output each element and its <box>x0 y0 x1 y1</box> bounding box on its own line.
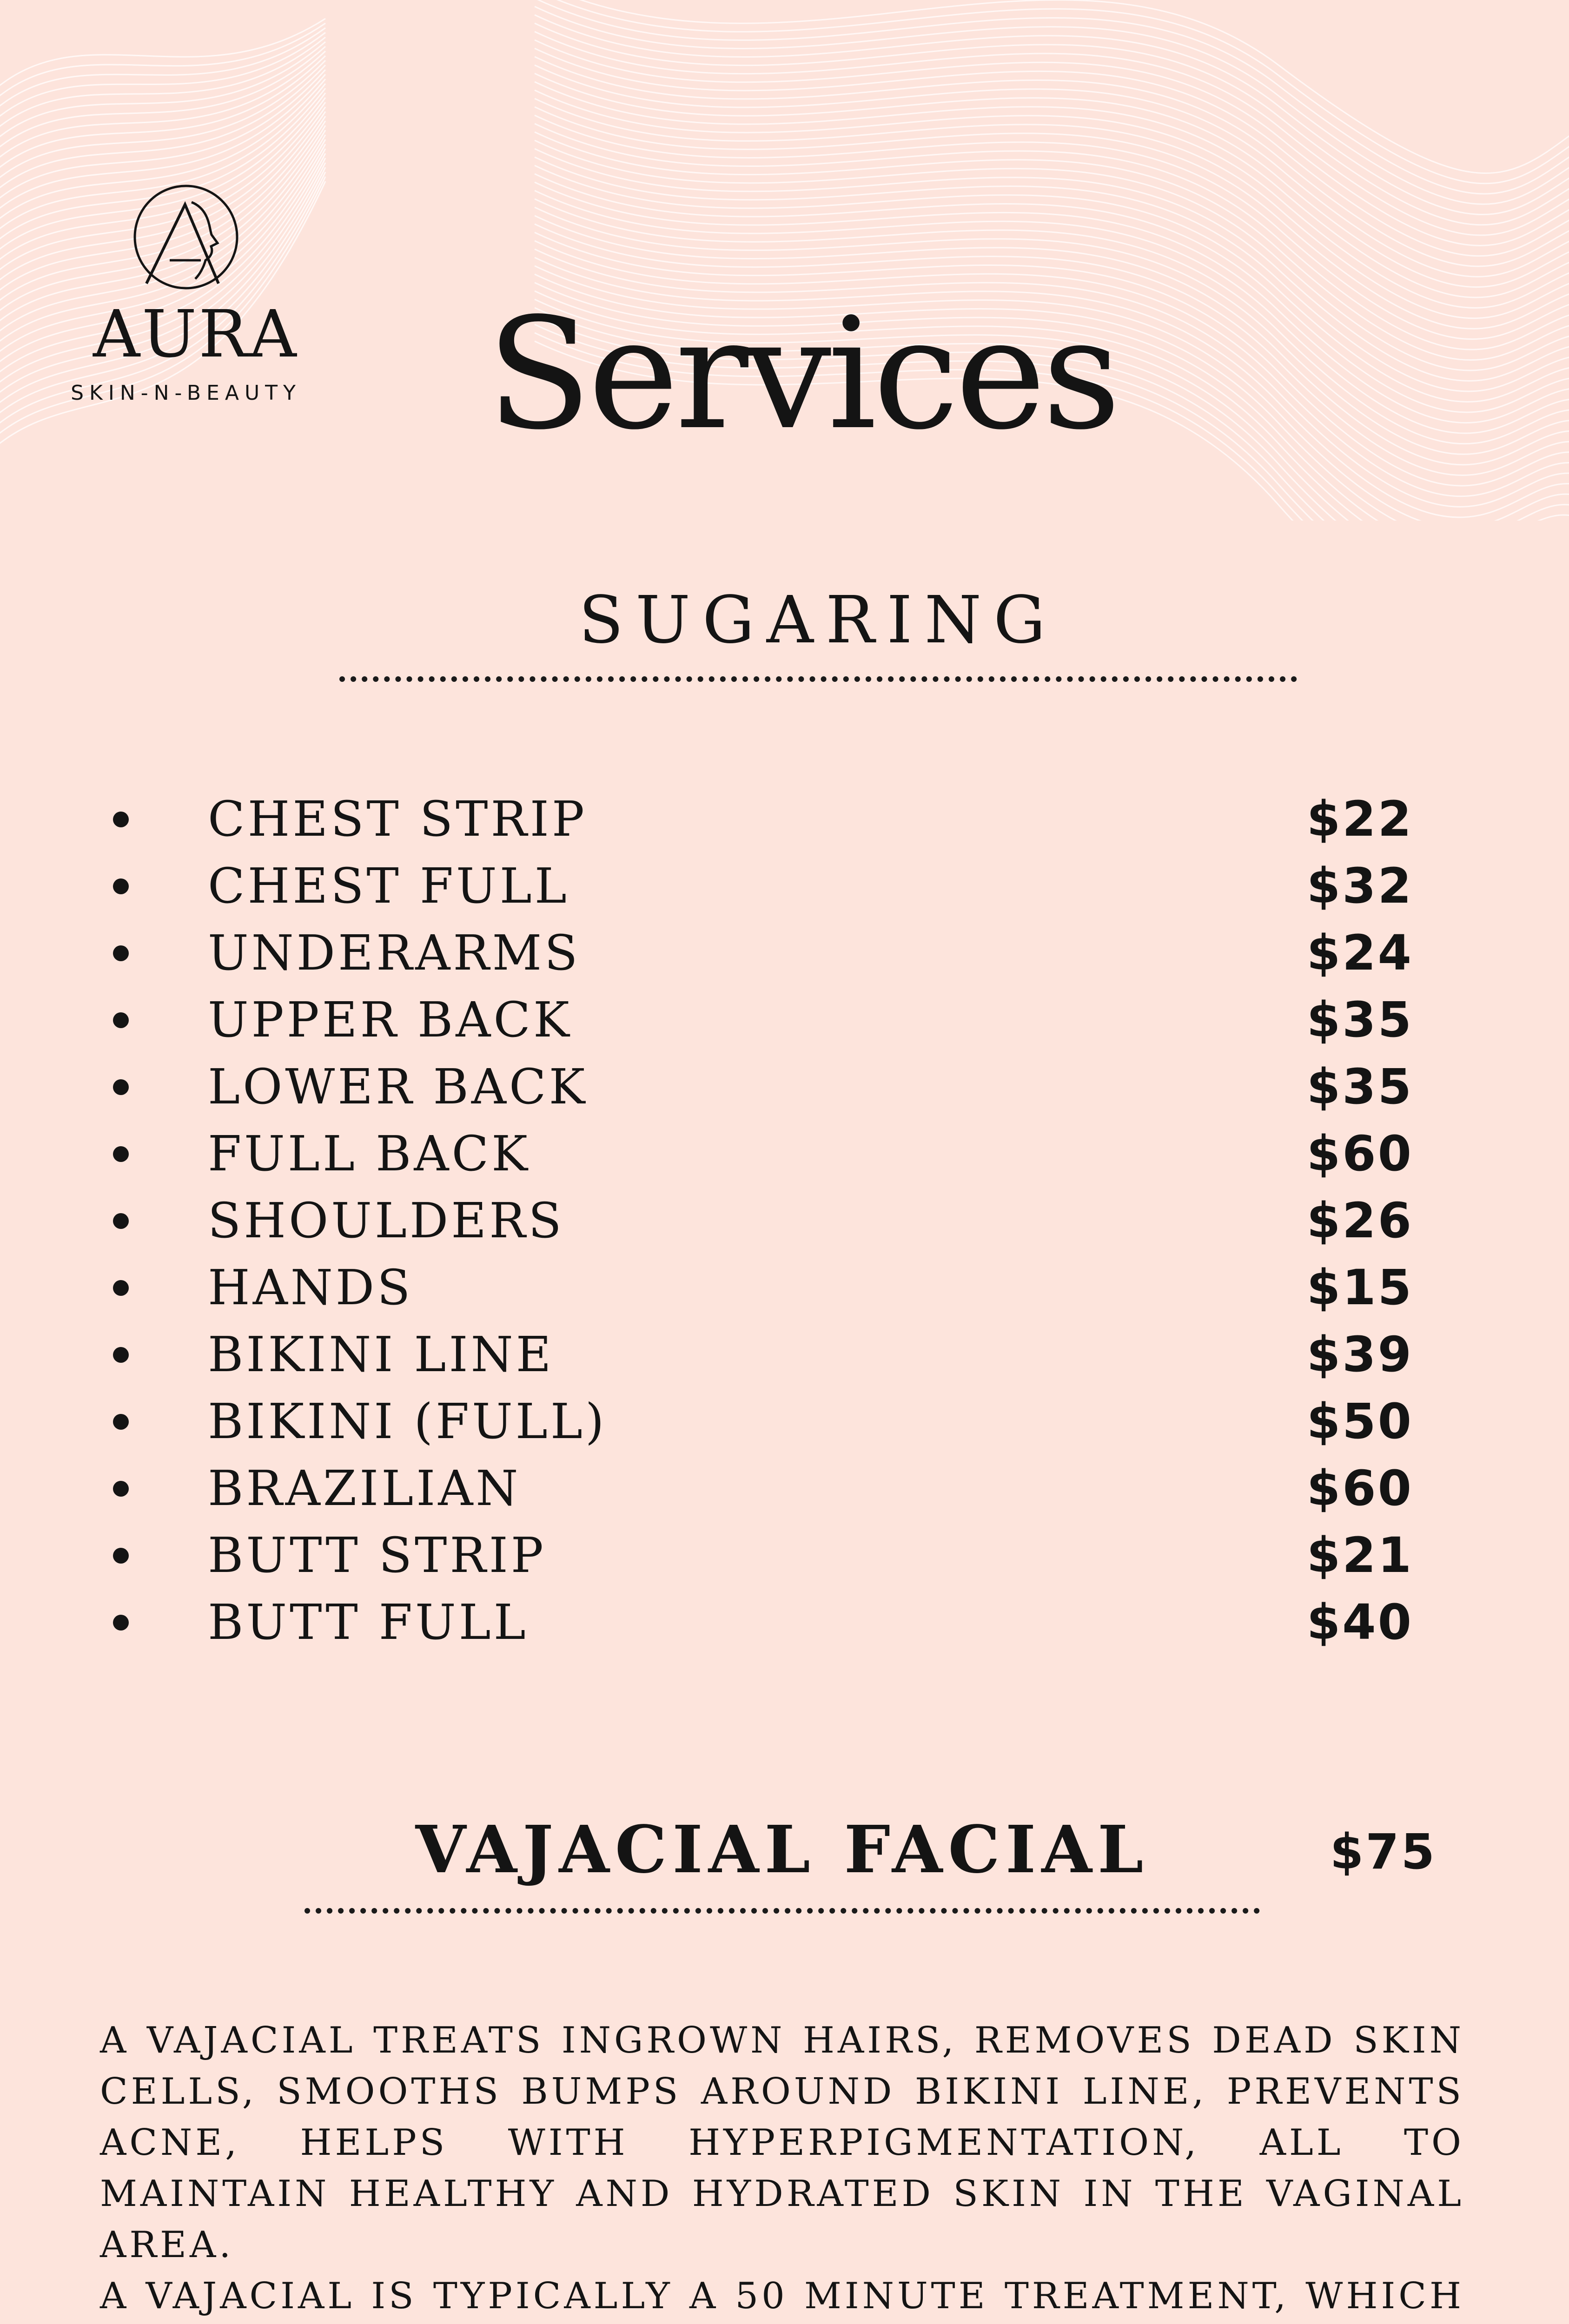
bullet-icon <box>113 945 129 961</box>
sugaring-price-list <box>0 785 1569 1655</box>
bullet-icon <box>113 1548 129 1564</box>
service-name: BUTT STRIP <box>208 1527 546 1584</box>
service-name: HANDS <box>208 1259 413 1316</box>
service-price: $21 <box>1306 1527 1413 1584</box>
service-name: CHEST FULL <box>208 858 569 914</box>
bullet-icon <box>113 812 129 827</box>
bullet-icon <box>113 1146 129 1162</box>
service-price: $60 <box>1306 1125 1413 1182</box>
wave-line <box>0 56 325 175</box>
service-name: BIKINI LINE <box>208 1326 554 1383</box>
list-item <box>0 918 1569 985</box>
list-item <box>0 1320 1569 1387</box>
list-item <box>0 985 1569 1052</box>
bullet-icon <box>113 878 129 894</box>
service-name: LOWER BACK <box>208 1058 588 1115</box>
list-item <box>0 1521 1569 1588</box>
wave-line <box>0 33 325 124</box>
list-item <box>0 1186 1569 1253</box>
logo-wordmark: AURA <box>93 297 298 372</box>
bullet-icon <box>113 1012 129 1028</box>
list-item <box>0 1588 1569 1655</box>
service-price: $40 <box>1306 1594 1413 1651</box>
service-price: $39 <box>1306 1326 1413 1383</box>
sugaring-section-title: SUGARING <box>579 582 1058 658</box>
vajacial-section-title: VAJACIAL FACIAL <box>415 1812 1149 1888</box>
sugaring-dotted-divider <box>339 676 1297 682</box>
bullet-icon <box>113 1615 129 1631</box>
list-item <box>0 852 1569 918</box>
service-name: UNDERARMS <box>208 924 581 981</box>
service-price: $15 <box>1306 1259 1413 1316</box>
service-price: $60 <box>1306 1460 1413 1517</box>
service-price: $26 <box>1306 1192 1413 1249</box>
description-paragraph: A VAJACIAL TREATS INGROWN HAIRS, REMOVES DEAD SKIN CELLS, SMOOTHS BUMPS AROUND BIKINI LINE, PREVENTS ACNE, HELPS WITH HYPERPIGMENTATION, ALL TO MAINTAIN HEALTHY AND HYDRATED SKIN IN THE VAGINAL AREA. <box>100 2020 1464 2266</box>
service-name: FULL BACK <box>208 1125 530 1182</box>
bullet-icon <box>113 1414 129 1430</box>
service-price: $50 <box>1306 1393 1413 1450</box>
description-paragraph: A VAJACIAL IS TYPICALLY A 50 MINUTE TREATMENT, WHICH <box>100 2275 1464 2317</box>
bullet-icon <box>113 1347 129 1363</box>
service-name: SHOULDERS <box>208 1192 564 1249</box>
list-item <box>0 1454 1569 1521</box>
page-title: Services <box>486 285 1118 463</box>
service-price: $24 <box>1306 924 1413 981</box>
logo-tagline: SKIN-N-BEAUTY <box>71 381 301 405</box>
bullet-icon <box>113 1079 129 1095</box>
service-price: $35 <box>1306 1058 1413 1115</box>
bullet-icon <box>113 1280 129 1296</box>
list-item <box>0 1253 1569 1320</box>
wave-line <box>535 90 1569 308</box>
bullet-icon <box>113 1213 129 1229</box>
service-price: $35 <box>1306 991 1413 1048</box>
service-name: BUTT FULL <box>208 1594 529 1651</box>
wave-line <box>0 37 325 134</box>
service-name: BRAZILIAN <box>208 1460 521 1517</box>
vajacial-price: $75 <box>1330 1823 1437 1880</box>
list-item <box>0 785 1569 852</box>
service-price: $32 <box>1306 858 1413 914</box>
bullet-icon <box>113 1481 129 1497</box>
service-name: UPPER BACK <box>208 991 572 1048</box>
vajacial-description <box>100 2015 1464 2324</box>
list-item <box>0 1387 1569 1454</box>
vajacial-dotted-divider <box>305 1908 1260 1914</box>
list-item <box>0 1052 1569 1119</box>
list-item <box>0 1119 1569 1186</box>
service-price: $22 <box>1306 791 1413 847</box>
brand-logo <box>70 184 302 416</box>
service-name: BIKINI (FULL) <box>208 1393 607 1450</box>
service-name: CHEST STRIP <box>208 791 587 847</box>
